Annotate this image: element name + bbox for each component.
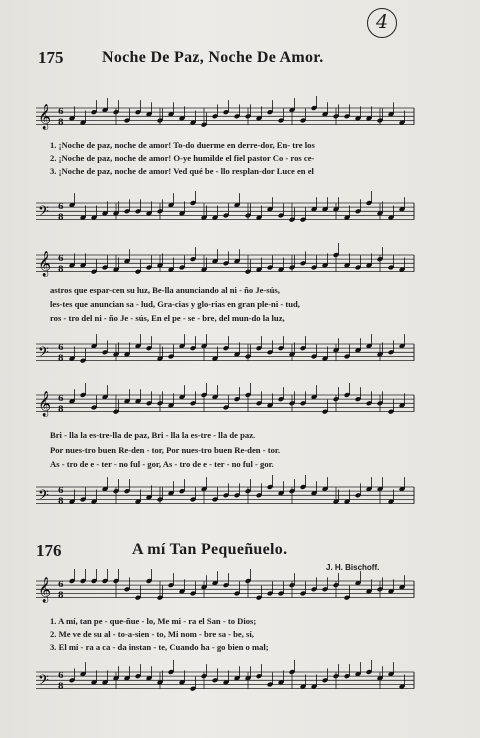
lyric-line: Por nues-tro buen Re-den - tor, Por nues-tro buen Re-den - tor. — [50, 445, 281, 455]
lyric-line: astros que espar-cen su luz, Be-lla anunciando al ni - ño Je-sús, — [50, 285, 280, 295]
bass-clef: 𝄢 — [38, 203, 49, 224]
time-signature: 8 — [58, 495, 64, 506]
treble-clef: 𝄞 — [38, 391, 52, 417]
page-number: 4 — [367, 8, 397, 38]
time-signature: 8 — [58, 589, 64, 600]
lyric-line: ros - tro del ni - ño Je - sús, En el pe - se - bre, del mun-do la luz, — [50, 313, 285, 323]
time-signature: 6 — [58, 106, 64, 116]
time-signature: 8 — [58, 352, 64, 363]
hymn-title: A mí Tan Pequeñuelo. — [132, 541, 288, 558]
lyric-line: 2. Me ve de su al - to-a-sien - to, Mi nom - bre sa - be, sí, — [50, 629, 254, 639]
treble-clef: 𝄞 — [38, 251, 52, 277]
time-signature: 8 — [58, 680, 64, 691]
lyric-line: 1. ¡Noche de paz, noche de amor! To-do duerme en derre-dor, En- tre los — [50, 140, 315, 150]
lyric-line: Bri - lla la es-tre-lla de paz, Bri - lla la es-tre - lla de paz. — [50, 430, 256, 440]
treble-clef: 𝄞 — [38, 577, 52, 603]
time-signature: 8 — [58, 263, 64, 274]
lyric-line: 1. A mí, tan pe - que-ñue - lo, Me mi - ra el San - to Dios; — [50, 616, 257, 626]
hymn-number: 176 — [36, 541, 62, 560]
time-signature: 6 — [58, 201, 64, 211]
lyric-line: 2. ¡Noche de paz, noche de amor! O-ye humilde el fiel pastor Co - ros ce- — [50, 153, 315, 163]
lyric-line: les-tes que anuncian sa - lud, Gra-cias y glo-rias en gran ple-ni - tud, — [50, 299, 300, 309]
bass-clef: 𝄢 — [38, 344, 49, 365]
lyric-line: As - tro de e - ter - no ful - gor, As - tro de e - ter - no ful - gor. — [50, 459, 274, 469]
hymn-title: Noche De Paz, Noche De Amor. — [102, 49, 324, 66]
time-signature: 6 — [58, 670, 64, 680]
time-signature: 6 — [58, 485, 64, 495]
bass-clef: 𝄢 — [38, 487, 49, 508]
treble-clef: 𝄞 — [38, 104, 52, 130]
time-signature: 6 — [58, 253, 64, 263]
time-signature: 6 — [58, 393, 64, 403]
time-signature: 8 — [58, 116, 64, 127]
time-signature: 8 — [58, 211, 64, 222]
hymn-number: 175 — [38, 48, 64, 67]
bass-clef: 𝄢 — [38, 672, 49, 693]
lyric-line: 3. El mi - ra a ca - da instan - te, Cuando ha - go bien o mal; — [50, 642, 269, 652]
time-signature: 8 — [58, 403, 64, 414]
time-signature: 6 — [58, 579, 64, 589]
composer: J. H. Bischoff. — [326, 563, 380, 572]
time-signature: 6 — [58, 342, 64, 352]
lyric-line: 3. ¡Noche de paz, noche de amor! Ved qué be - llo resplan-dor Luce en el — [50, 166, 314, 176]
